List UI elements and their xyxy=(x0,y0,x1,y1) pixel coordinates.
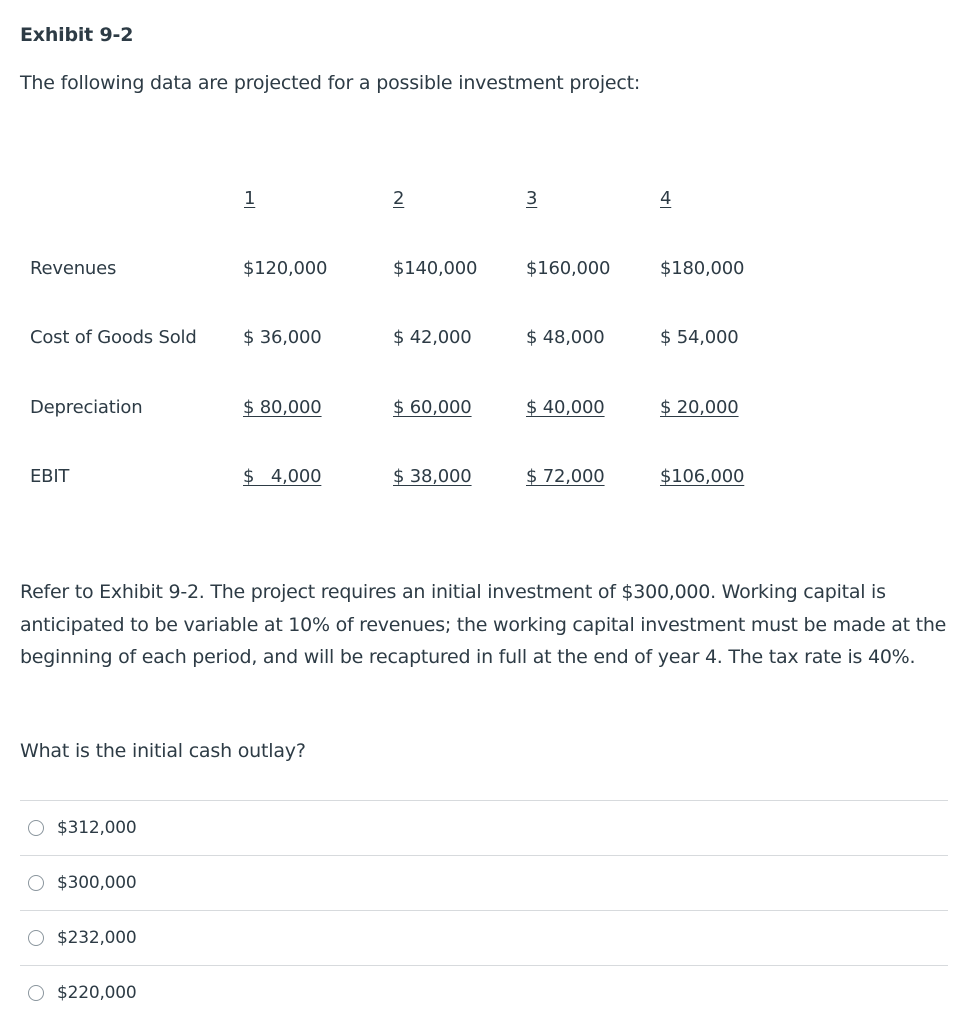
radio-button[interactable] xyxy=(28,875,44,891)
table-cell: $180,000 xyxy=(660,258,745,279)
answer-label[interactable]: $220,000 xyxy=(57,983,137,1003)
column-header-year-3: 3 xyxy=(526,188,538,209)
table-cell: $120,000 xyxy=(243,258,328,279)
answer-label[interactable]: $312,000 xyxy=(57,818,137,838)
row-label-revenues: Revenues xyxy=(30,258,117,279)
column-header-year-4: 4 xyxy=(660,188,672,209)
question-text: What is the initial cash outlay? xyxy=(20,740,306,762)
table-cell: $ 40,000 xyxy=(526,397,605,418)
answer-list xyxy=(20,800,948,1020)
table-cell: $ 42,000 xyxy=(393,327,472,348)
row-label-depreciation: Depreciation xyxy=(30,397,143,418)
answer-option[interactable] xyxy=(20,965,948,1020)
table-cell: $ 48,000 xyxy=(526,327,605,348)
radio-button[interactable] xyxy=(28,930,44,946)
table-cell: $ 4,000 xyxy=(243,466,322,487)
row-label-cost-of-goods-sold: Cost of Goods Sold xyxy=(30,327,197,348)
table-cell: $ 54,000 xyxy=(660,327,739,348)
table-cell: $ 20,000 xyxy=(660,397,739,418)
table-cell: $ 60,000 xyxy=(393,397,472,418)
exhibit-title: Exhibit 9-2 xyxy=(20,24,134,46)
row-label-ebit: EBIT xyxy=(30,466,70,487)
column-header-year-2: 2 xyxy=(393,188,405,209)
answer-label[interactable]: $300,000 xyxy=(57,873,137,893)
problem-statement: Refer to Exhibit 9-2. The project requires an initial investment of $300,000. Working capital is anticipated to be variable at 10% of revenues; the working capital investment must be made at the beginning of each period, and will be recaptured in full at the end of year 4. The tax rate is 40%. xyxy=(20,581,947,668)
answer-label[interactable]: $232,000 xyxy=(57,928,137,948)
answer-option[interactable] xyxy=(20,855,948,910)
radio-button[interactable] xyxy=(28,985,44,1001)
table-cell: $ 80,000 xyxy=(243,397,322,418)
table-cell: $ 38,000 xyxy=(393,466,472,487)
answer-option[interactable] xyxy=(20,800,948,855)
exhibit-intro: The following data are projected for a possible investment project: xyxy=(20,72,641,94)
table-cell: $140,000 xyxy=(393,258,478,279)
column-header-year-1: 1 xyxy=(244,188,256,209)
table-cell: $160,000 xyxy=(526,258,611,279)
table-cell: $ 72,000 xyxy=(526,466,605,487)
radio-button[interactable] xyxy=(28,820,44,836)
table-cell: $ 36,000 xyxy=(243,327,322,348)
answer-option[interactable] xyxy=(20,910,948,965)
table-cell: $106,000 xyxy=(660,466,745,487)
